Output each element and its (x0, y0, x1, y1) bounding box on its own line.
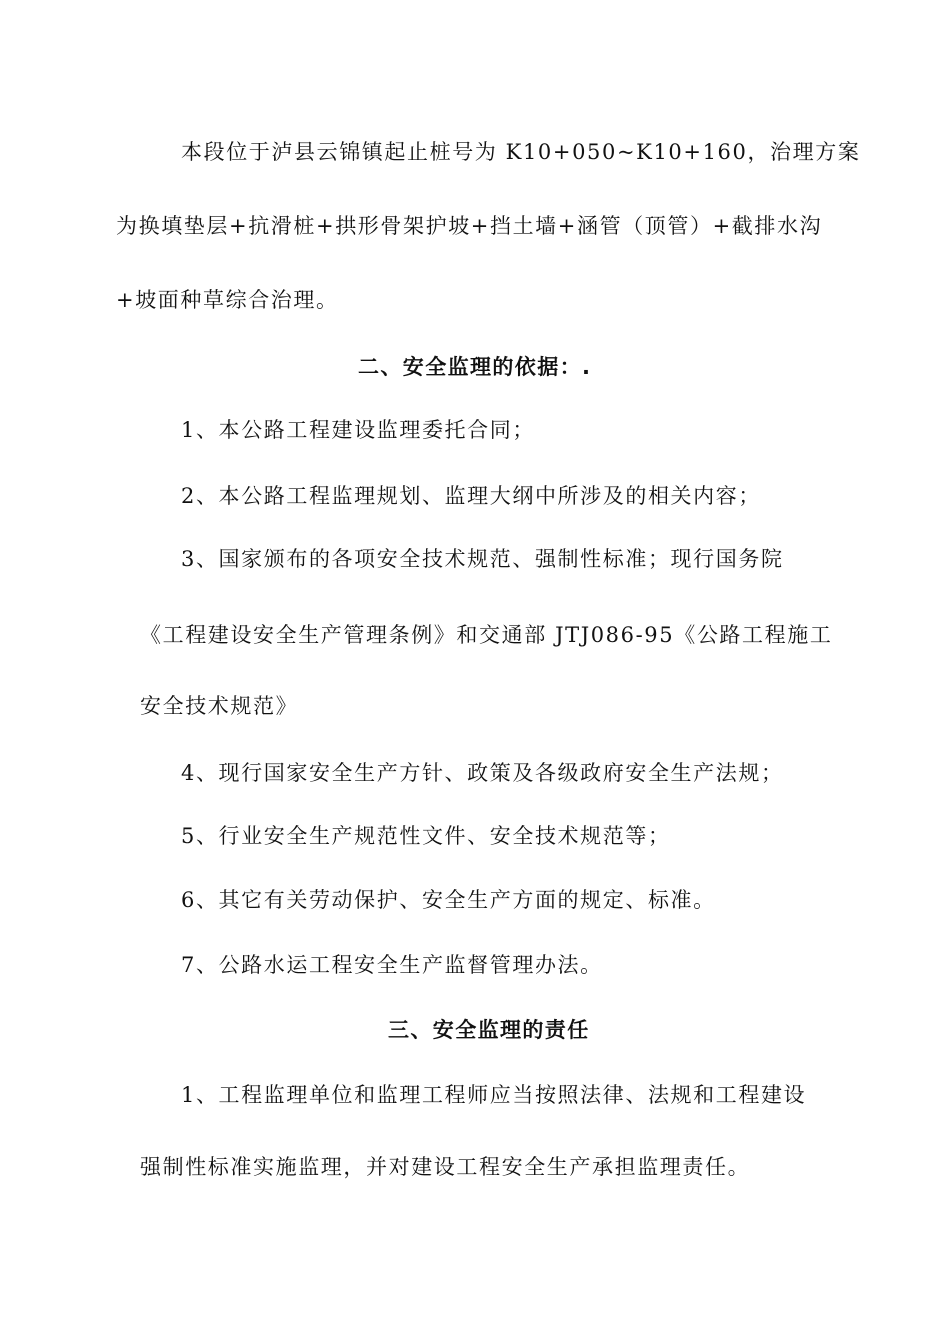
basis-item-3-cont-1: 《工程建设安全生产管理条例》和交通部 JTJ086-95《公路工程施工 (140, 623, 833, 647)
intro-line-1: 本段位于泸县云锦镇起止桩号为 K10+050~K10+160，治理方案 (181, 140, 861, 164)
intro-line-3: +坡面种草综合治理。 (116, 288, 339, 312)
basis-item-3-cont-2: 安全技术规范》 (140, 694, 299, 718)
basis-item-5: 5、行业安全生产规范性文件、安全技术规范等； (181, 824, 671, 848)
basis-item-2: 2、本公路工程监理规划、监理大纲中所涉及的相关内容； (181, 484, 761, 508)
section-heading-responsibility: 三、安全监理的责任 (388, 1018, 590, 1042)
basis-item-7: 7、公路水运工程安全生产监督管理办法。 (181, 953, 603, 977)
basis-item-4: 4、现行国家安全生产方针、政策及各级政府安全生产法规； (181, 761, 784, 785)
responsibility-item-1-cont: 强制性标准实施监理，并对建设工程安全生产承担监理责任。 (140, 1155, 751, 1179)
basis-item-6: 6、其它有关劳动保护、安全生产方面的规定、标准。 (181, 888, 716, 912)
basis-item-3: 3、国家颁布的各项安全技术规范、强制性标准；现行国务院 (181, 547, 784, 571)
basis-item-1: 1、本公路工程建设监理委托合同； (181, 418, 535, 442)
section-heading-basis: 二、安全监理的依据：. (358, 355, 592, 379)
intro-line-2: 为换填垫层+抗滑桩+拱形骨架护坡+挡土墙+涵管（顶管）+截排水沟 (116, 214, 823, 238)
responsibility-item-1: 1、工程监理单位和监理工程师应当按照法律、法规和工程建设 (181, 1083, 807, 1107)
